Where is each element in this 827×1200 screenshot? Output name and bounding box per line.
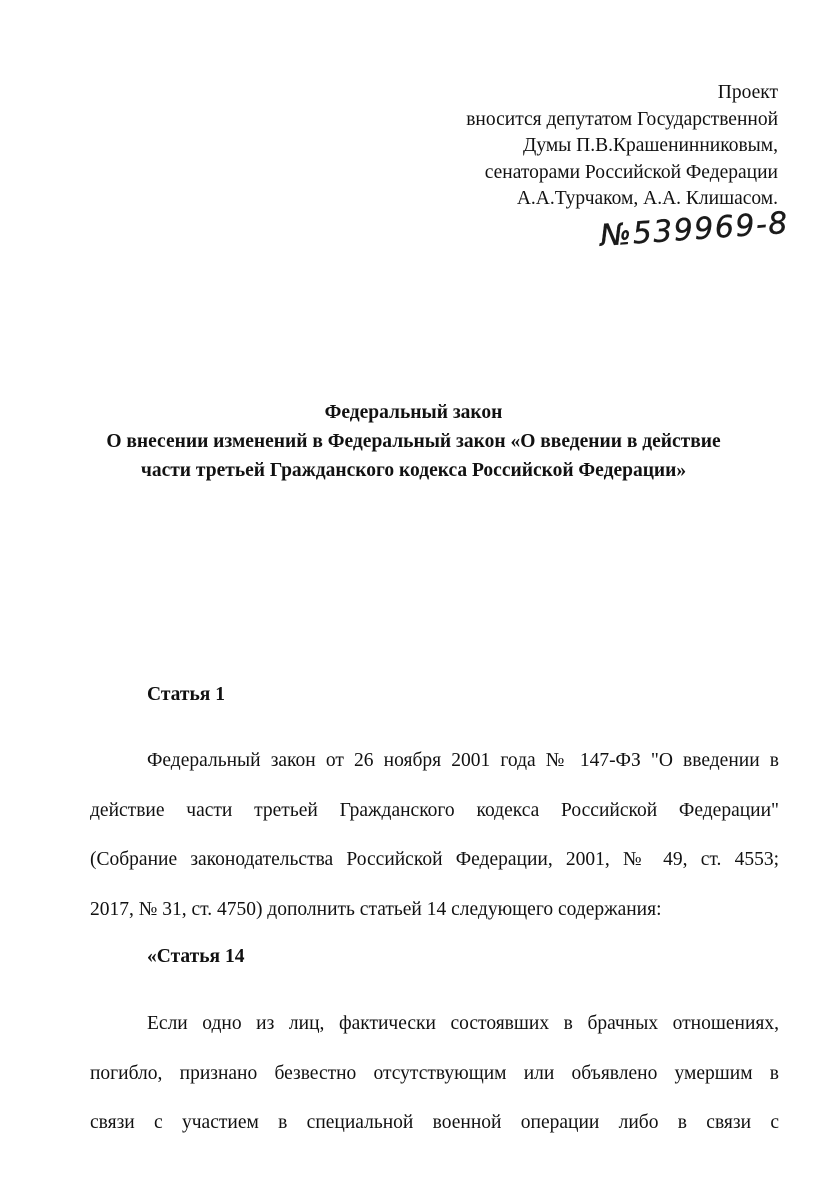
- article-1-line-4: 2017, № 31, ст. 4750) дополнить статьей 14 следующего содержания:: [90, 898, 662, 920]
- article-1-line-1: Федеральный закон от 26 ноября 2001 года № 147-ФЗ "О введении в: [147, 750, 779, 771]
- article-14-heading: «Статья 14: [147, 946, 245, 967]
- article-14-line-1: Если одно из лиц, фактически состоявших в брачных отношениях,: [147, 1013, 779, 1034]
- law-title: [0, 398, 827, 485]
- article-14-line-3: связи с участием в специальной военной операции либо в связи с: [90, 1112, 779, 1133]
- article-1-line-2: действие части третьей Гражданского кодекса Российской Федерации": [90, 799, 779, 821]
- bill-header: [466, 80, 778, 213]
- article-1-heading: Статья 1: [147, 684, 225, 705]
- article-1-line-3: (Собрание законодательства Российской Федерации, 2001, № 49, ст. 4553;: [90, 849, 779, 870]
- title-line-2: О внесении изменений в Федеральный закон «О введении в действие: [106, 431, 721, 452]
- article-1-text: [90, 736, 779, 934]
- header-line-submitter: вносится депутатом Государственной: [466, 108, 778, 130]
- header-line-project: Проект: [717, 82, 778, 103]
- header-line-senators: сенаторами Российской Федерации: [484, 161, 778, 183]
- article-14-text: [90, 999, 779, 1148]
- header-line-duma: Думы П.В.Крашенинниковым,: [523, 135, 778, 156]
- header-line-names: А.А.Турчаком, А.А. Клишасом.: [516, 188, 778, 209]
- title-line-1: Федеральный закон: [324, 402, 503, 423]
- article-14-line-2: погибло, признано безвестно отсутствующим или объявлено умершим в: [90, 1062, 779, 1084]
- handwritten-number-text: №539969-8: [598, 205, 791, 254]
- title-line-3: части третьей Гражданского кодекса Российской Федерации»: [140, 460, 687, 481]
